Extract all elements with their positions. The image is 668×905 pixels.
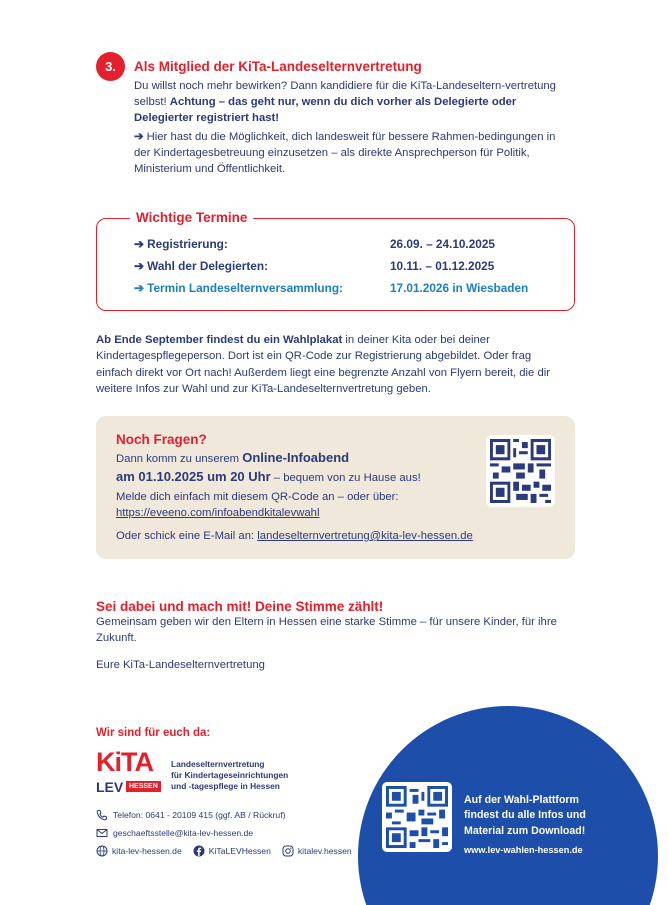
date-row-registration: ➔ Registrierung: 26.09. – 24.10.2025 [134, 237, 495, 251]
arrow-right-icon: ➔ [134, 130, 144, 143]
qr-code-platform[interactable] [382, 782, 452, 852]
email-link[interactable]: landeselternvertretung@kita-lev-hessen.de [257, 530, 473, 542]
social-links [96, 845, 363, 857]
registration-link[interactable]: https://eveeno.com/infoabendkitalevwahl [116, 507, 320, 520]
poster-info-paragraph: Ab Ende September findest du ein Wahlplakat in deiner Kita oder bei deiner Kindertagespflegeperson. Dort ist ein QR-Code zur Registrierung abgebildet. Oder frag einfach direkt vor Ort nach! Außerdem liegt eine begrenzte Anzahl von Flyern bereit, die dir weitere Infos zur Wahl und zur KiTa-Landeselternvertretung geben. [96, 334, 550, 396]
dates-box-title: Wichtige Termine [130, 208, 253, 228]
platform-text: Auf der Wahl-Plattform findest du alle Infos und Material zum Download! [464, 794, 586, 837]
facebook-icon [193, 845, 205, 857]
instagram-link[interactable]: kitalev.hessen [282, 845, 352, 857]
instagram-icon [282, 845, 294, 857]
info-evening-text: Dann komm zu unserem Online-Infoabend am 01.10.2025 um 20 Uhr – bequem von zu Hause aus! [116, 450, 421, 484]
platform-url[interactable]: www.lev-wahlen-hessen.de [464, 845, 583, 855]
call-to-action-heading: Sei dabei und mach mit! Deine Stimme zählt! [96, 599, 384, 614]
contact-phone[interactable]: Telefon: 0641 - 20109 415 (ggf. AB / Rückruf) [96, 809, 285, 821]
globe-icon [96, 845, 108, 857]
email-text: Oder schick eine E-Mail an: landeselternvertretung@kita-lev-hessen.de [116, 530, 473, 542]
section-3-paragraph-2: ➔ Hier hast du die Möglichkeit, dich landesweit für bessere Rahmen-bedingungen in der Kindertagesbetreuung einzusetzen – als direkte Ansprechperson für Politik, Ministerium und Öffentlichkeit. [134, 130, 556, 176]
call-to-action-text: Gemeinsam geben wir den Eltern in Hessen eine starke Stimme – für unsere Kinder, für ihre Zukunft. [96, 616, 557, 645]
date-row-assembly: ➔ Termin Landeselternversammlung: 17.01.2026 in Wiesbaden [134, 281, 529, 295]
section-3 [134, 58, 564, 178]
organization-name: Landeselternvertretung für Kindertageseinrichtungen und -tagespflege in Hessen [171, 759, 289, 791]
footer-heading: Wir sind für euch da: [96, 727, 211, 739]
facebook-link[interactable]: KiTaLEVHessen [193, 845, 271, 857]
registration-text: Melde dich einfach mit diesem QR-Code an – oder über: https://eveeno.com/infoabendkitalevwahl [116, 491, 399, 520]
section-3-heading: Als Mitglied der KiTa-Landeselternvertretung [134, 59, 422, 74]
qr-code-infoabend[interactable] [486, 435, 555, 507]
phone-icon [96, 809, 108, 821]
info-box-title: Noch Fragen? [116, 432, 207, 447]
step-number-badge: 3. [96, 52, 125, 81]
section-3-paragraph-1: Du willst noch mehr bewirken? Dann kandidiere für die KiTa-Landeseltern-vertretung selbst! Achtung – das geht nur, wenn du dich vorher als Delegierte oder Delegierter registriert hast! [134, 79, 556, 125]
contact-email[interactable]: geschaeftsstelle@kita-lev-hessen.de [96, 827, 253, 839]
mail-icon [96, 827, 108, 839]
date-row-delegates-election: ➔ Wahl der Delegierten: 10.11. – 01.12.2025 [134, 259, 495, 273]
signature: Eure KiTa-Landeselternvertretung [96, 659, 265, 671]
kita-lev-logo: KiTA LEV HESSEN [96, 749, 166, 795]
website-link[interactable]: kita-lev-hessen.de [96, 845, 182, 857]
